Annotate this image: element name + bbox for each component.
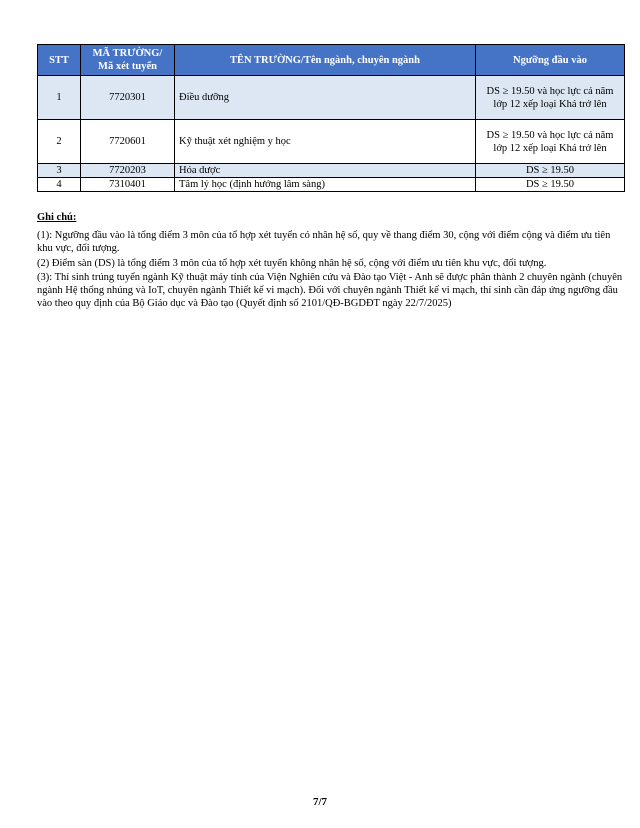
row-stt: 3 bbox=[38, 164, 81, 178]
note-item: (2) Điểm sàn (DS) là tổng điểm 3 môn của tổ hợp xét tuyển không nhân hệ số, cộng với điểm ưu tiên khu vực, đối tượng. bbox=[37, 257, 547, 269]
table-row bbox=[38, 120, 625, 164]
row-stt: 4 bbox=[38, 178, 81, 192]
header-code-line2: Mã xét tuyển bbox=[98, 61, 157, 72]
row-code: 7720601 bbox=[81, 120, 175, 164]
row-name: Tâm lý học (định hướng lâm sàng) bbox=[175, 178, 476, 192]
header-threshold: Ngưỡng đầu vào bbox=[476, 45, 625, 76]
row-stt: 2 bbox=[38, 120, 81, 164]
note-item: (1): Ngưỡng đầu vào là tổng điểm 3 môn của tổ hợp xét tuyển có nhân hệ số, quy về thang điểm 30, cộng với điểm cộng và điểm ưu tiên khu vực, đối tượng. bbox=[37, 230, 611, 255]
row-name: Hóa dược bbox=[175, 164, 476, 178]
header-code bbox=[81, 45, 175, 76]
header-stt: STT bbox=[38, 45, 81, 76]
row-code: 7720301 bbox=[81, 76, 175, 120]
table-row bbox=[38, 76, 625, 120]
note-item: (3): Thí sinh trúng tuyển ngành Kỹ thuật máy tính của Viện Nghiên cứu và Đào tạo Việt - Anh sẽ được phân thành 2 chuyên ngành (chuyên ngành Hệ thống nhúng và IoT, chuyên ngành Thiết kế vi mạch). Đối với chuyên ngành Thiết kế vi mạch, thí sinh cần đáp ứng ngưỡng đầu vào theo quy định của Bộ Giáo dục và Đào tạo (Quyết định số 2101/QĐ-BGDĐT ngày 22/7/2025) bbox=[37, 271, 623, 310]
table-header-row bbox=[38, 45, 625, 76]
row-code: 7720203 bbox=[81, 164, 175, 178]
row-threshold: DS ≥ 19.50 và học lực cả năm lớp 12 xếp loại Khá trở lên bbox=[476, 76, 625, 120]
row-name: Điều dưỡng bbox=[175, 76, 476, 120]
row-threshold: DS ≥ 19.50 và học lực cả năm lớp 12 xếp loại Khá trở lên bbox=[476, 120, 625, 164]
admissions-table bbox=[37, 44, 625, 192]
row-code: 7310401 bbox=[81, 178, 175, 192]
row-name: Kỹ thuật xét nghiệm y học bbox=[175, 120, 476, 164]
notes-title: Ghi chú: bbox=[37, 212, 77, 223]
notes-section bbox=[37, 211, 624, 311]
row-stt: 1 bbox=[38, 76, 81, 120]
page-number: 7/7 bbox=[312, 796, 328, 808]
table-row bbox=[38, 164, 625, 178]
table-row bbox=[38, 178, 625, 192]
header-name: TÊN TRƯỜNG/Tên ngành, chuyên ngành bbox=[175, 45, 476, 76]
header-code-line1: MÃ TRƯỜNG/ bbox=[92, 48, 163, 59]
row-threshold: DS ≥ 19.50 bbox=[476, 164, 625, 178]
row-threshold: DS ≥ 19.50 bbox=[476, 178, 625, 192]
